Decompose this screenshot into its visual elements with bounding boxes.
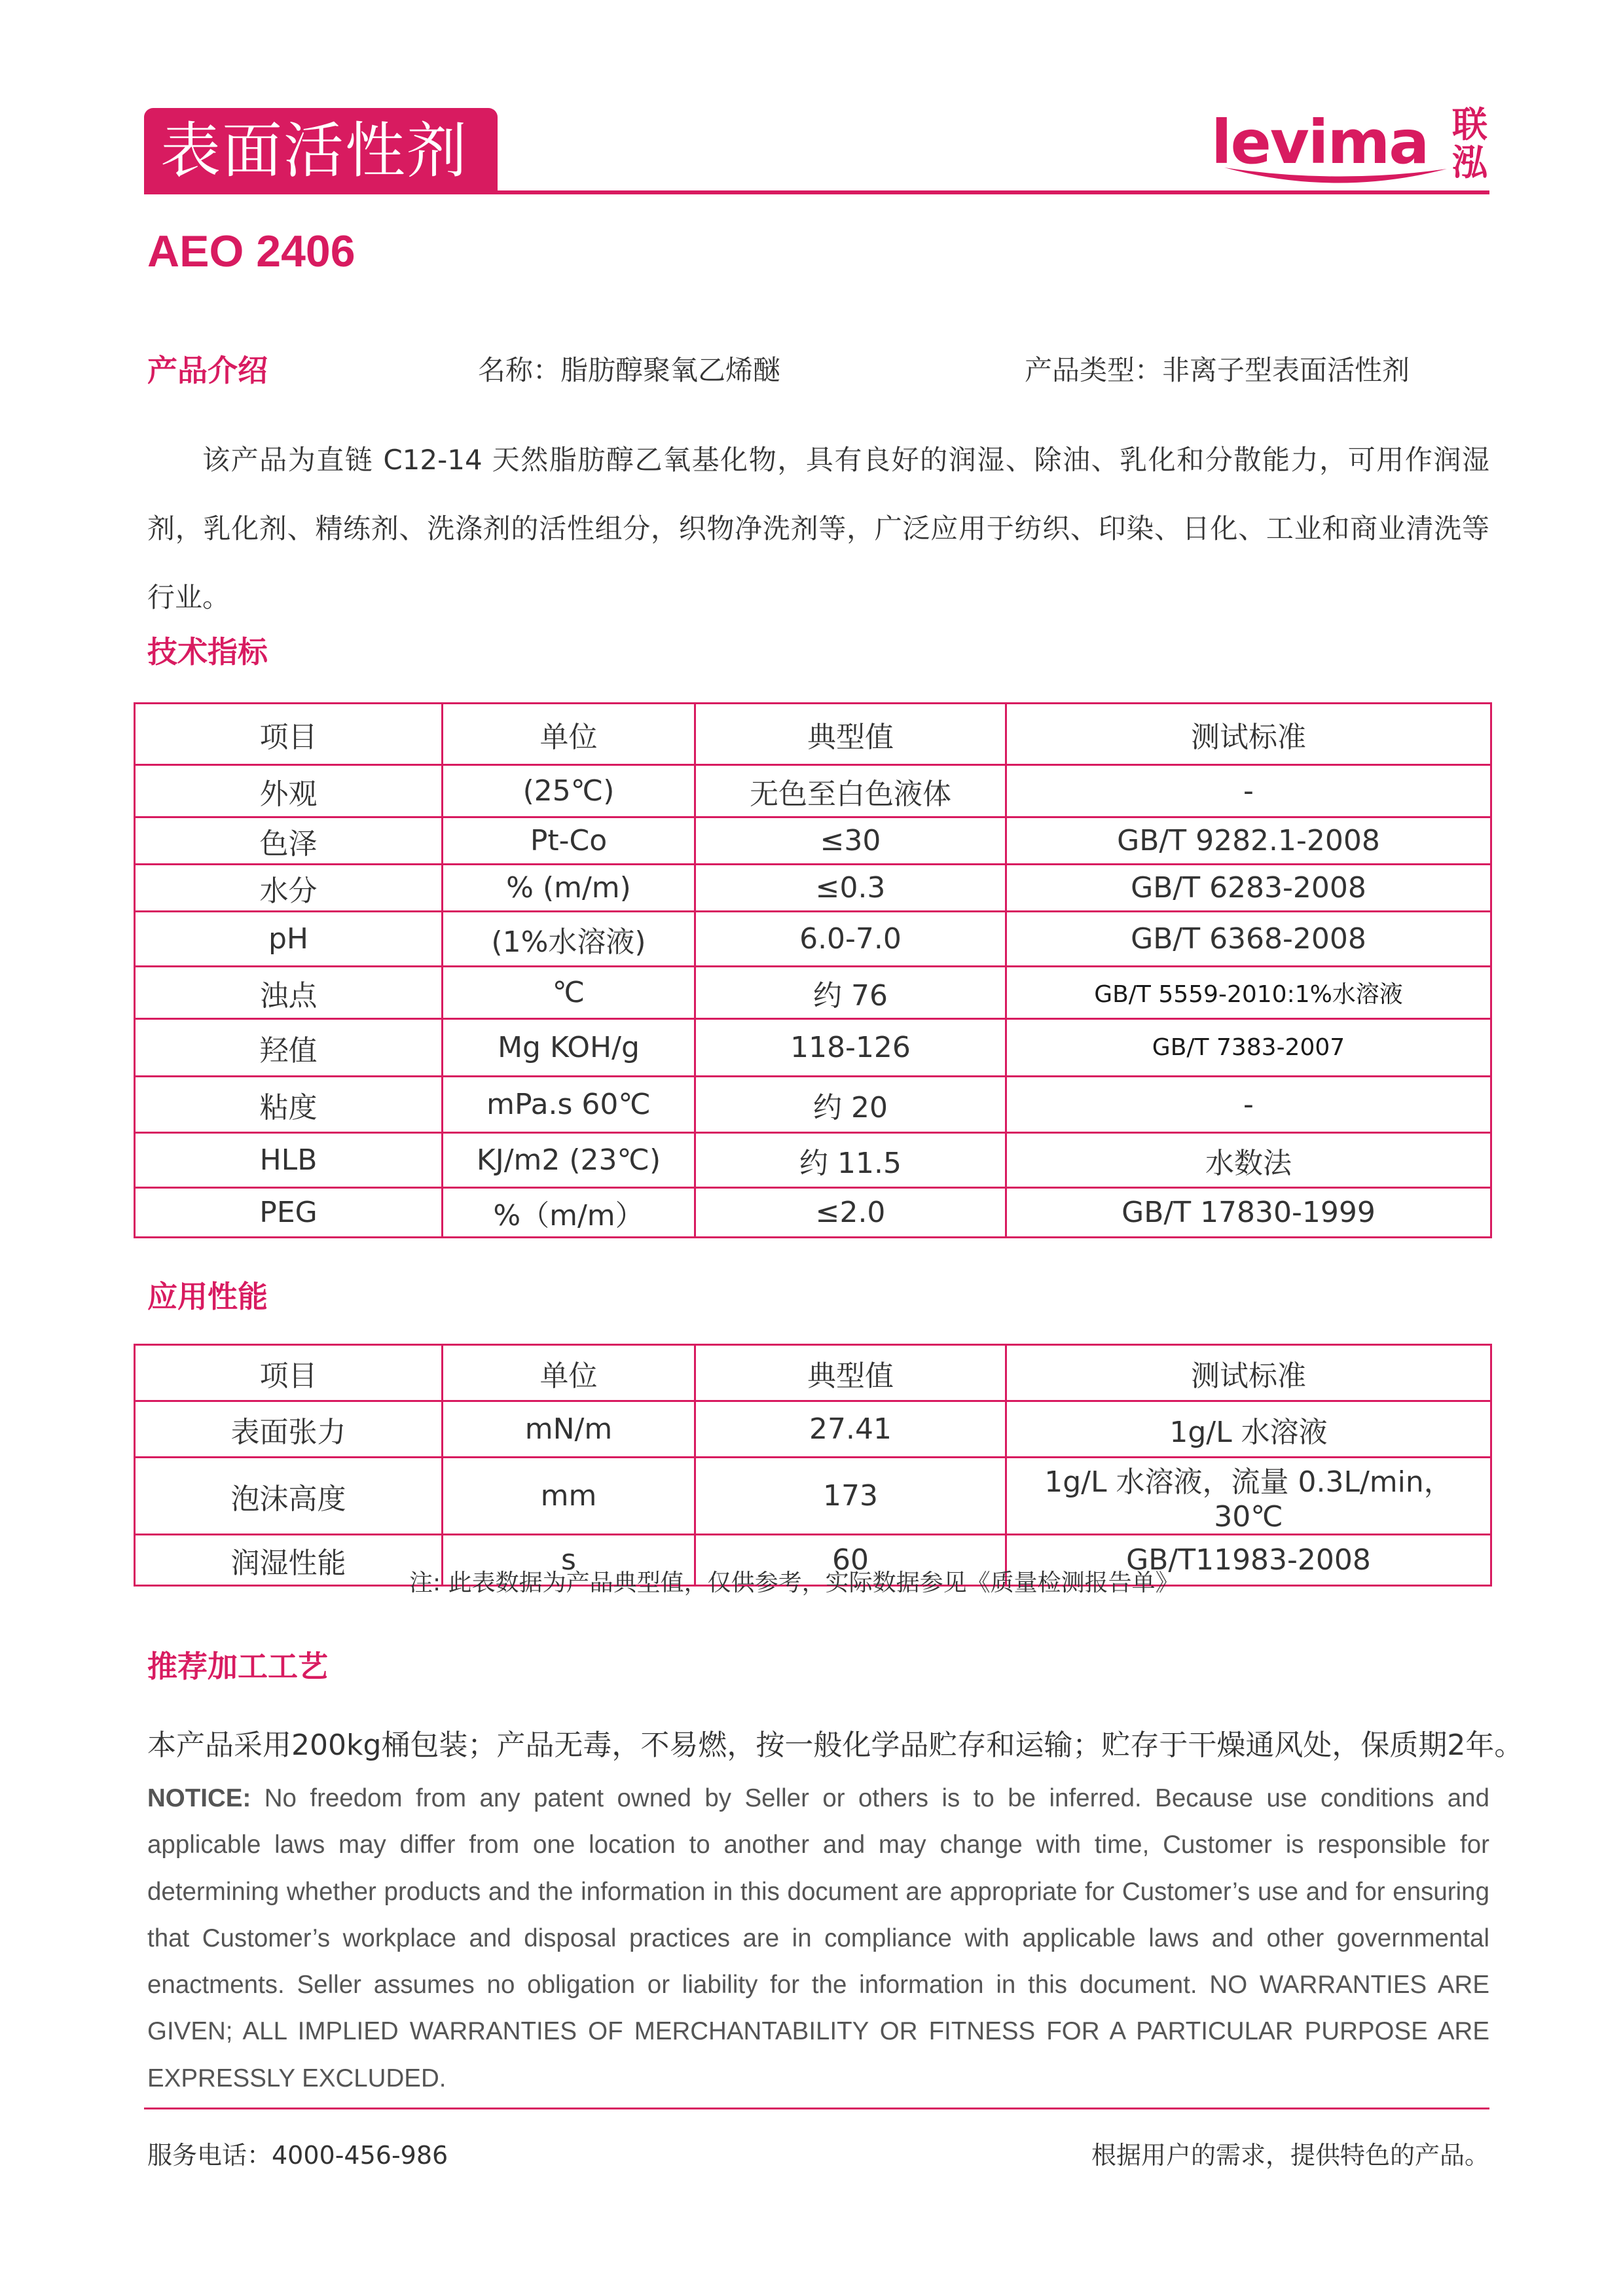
table-cell: %（m/m） [443, 1188, 695, 1238]
table-cell: PEG [135, 1188, 443, 1238]
table-row [135, 912, 1491, 967]
table-row [135, 817, 1491, 865]
table-cell: 118-126 [695, 1019, 1006, 1077]
intro-paragraph: 该产品为直链 C12-14 天然脂肪醇乙氧基化物，具有良好的润湿、除油、乳化和分散能力，可用作润湿剂，乳化剂、精练剂、洗涤剂的活性组分，织物净洗剂等，广泛应用于纺织、印染、日化、工业和商业清洗等行业。 [147, 444, 1489, 613]
table-cell: GB/T 7383-2007 [1006, 1019, 1491, 1077]
table-cell: 浊点 [135, 967, 443, 1019]
table-cell: mPa.s 60℃ [443, 1077, 695, 1133]
table-header-cell: 测试标准 [1006, 704, 1491, 765]
table-cell: (25℃) [443, 765, 695, 817]
table-cell: ℃ [443, 967, 695, 1019]
table-cell: 27.41 [695, 1401, 1006, 1458]
section-title-tech: 技术指标 [147, 634, 268, 670]
table-cell: - [1006, 1077, 1491, 1133]
section-title-intro: 产品介绍 [147, 353, 268, 388]
table-header-row [135, 1345, 1491, 1401]
table-header-row [135, 704, 1491, 765]
table-cell: (1%水溶液) [443, 912, 695, 967]
table-cell: pH [135, 912, 443, 967]
table-cell: 6.0-7.0 [695, 912, 1006, 967]
section-title-application: 应用性能 [147, 1279, 268, 1314]
table-header-cell: 项目 [135, 704, 443, 765]
table-cell: mm [443, 1458, 695, 1535]
table-cell: mN/m [443, 1401, 695, 1458]
service-phone: 服务电话：4000-456-986 [147, 2141, 448, 2170]
table-row [135, 1077, 1491, 1133]
table-cell: 羟值 [135, 1019, 443, 1077]
table-cell: 表面张力 [135, 1401, 443, 1458]
table-header-cell: 单位 [443, 704, 695, 765]
table-cell: 粘度 [135, 1077, 443, 1133]
footer-divider [144, 2108, 1489, 2109]
table-cell: ≤0.3 [695, 865, 1006, 912]
table-cell: 水分 [135, 865, 443, 912]
notice-label: NOTICE: [147, 1784, 251, 1812]
table-cell: 无色至白色液体 [695, 765, 1006, 817]
table-row [135, 865, 1491, 912]
table-row [135, 1133, 1491, 1188]
table-cell: 约 11.5 [695, 1133, 1006, 1188]
table-cell: KJ/m2 (23℃) [443, 1133, 695, 1188]
table-cell: - [1006, 765, 1491, 817]
category-title: 表面活性剂 [160, 116, 469, 186]
table-cell: 约 76 [695, 967, 1006, 1019]
company-logo [1211, 105, 1493, 190]
table-cell: 1g/L 水溶液，流量 0.3L/min，30℃ [1006, 1458, 1491, 1535]
table-cell: 水数法 [1006, 1133, 1491, 1188]
application-table [134, 1344, 1492, 1587]
footer-slogan: 根据用户的需求，提供特色的产品。 [1091, 2141, 1489, 2170]
table-cell: % (m/m) [443, 865, 695, 912]
table-cell: GB/T 9282.1-2008 [1006, 817, 1491, 865]
legal-notice [147, 1775, 1489, 2102]
table-row [135, 1458, 1491, 1535]
table-cell: 外观 [135, 765, 443, 817]
table-cell: 60 [695, 1535, 1006, 1586]
table-cell: GB/T 5559-2010:1%水溶液 [1006, 967, 1491, 1019]
table-header-cell: 项目 [135, 1345, 443, 1401]
product-name: 名称：脂肪醇聚氧乙烯醚 [478, 354, 781, 386]
logo-wordmark: levima [1211, 107, 1429, 177]
table-cell: GB/T11983-2008 [1006, 1535, 1491, 1586]
table-header-cell: 典型值 [695, 704, 1006, 765]
product-type: 产品类型：非离子型表面活性剂 [1025, 354, 1410, 386]
table-cell: GB/T 6283-2008 [1006, 865, 1491, 912]
product-code: AEO 2406 [147, 226, 356, 276]
table-header-cell: 单位 [443, 1345, 695, 1401]
table-cell: 1g/L 水溶液 [1006, 1401, 1491, 1458]
table-cell: 色泽 [135, 817, 443, 865]
storage-text: 本产品采用200kg桶包装；产品无毒，不易燃，按一般化学品贮存和运输；贮存于干燥通风处，保质期2年。 [147, 1729, 1523, 1762]
table-cell: 泡沫高度 [135, 1458, 443, 1535]
table-cell: Pt-Co [443, 817, 695, 865]
table-cell: s [443, 1535, 695, 1586]
table-cell: 润湿性能 [135, 1535, 443, 1586]
logo-chinese-name: 联泓 [1452, 104, 1487, 183]
table-row [135, 1401, 1491, 1458]
table-cell: HLB [135, 1133, 443, 1188]
table-row [135, 765, 1491, 817]
table-row [135, 1019, 1491, 1077]
table-cell: GB/T 17830-1999 [1006, 1188, 1491, 1238]
table-cell: ≤2.0 [695, 1188, 1006, 1238]
notice-text: No freedom from any patent owned by Seller or others is to be inferred. Because use conditions and applicable laws may differ from one location to another and may change with time, Customer is responsible for determining whether products and the information in this document are appropriate for Customer’s use and for ensuring that Customer’s workplace and disposal practices are in compliance with applicable laws and other governmental enactments. Seller assumes no obligation or liability for the information in this document. NO WARRANTIES ARE GIVEN; ALL IMPLIED WARRANTIES OF MERCHANTABILITY OR FITNESS FOR A PARTICULAR PURPOSE ARE EXPRESSLY EXCLUDED. [147, 1784, 1489, 2092]
table-note: 注: 此表数据为产品典型值，仅供参考，实际数据参见《质量检测报告单》 [409, 1570, 1179, 1596]
table-cell: ≤30 [695, 817, 1006, 865]
table-cell: GB/T 6368-2008 [1006, 912, 1491, 967]
logo-swoosh-icon [1224, 165, 1447, 191]
table-row [135, 967, 1491, 1019]
table-cell: 173 [695, 1458, 1006, 1535]
table-header-cell: 测试标准 [1006, 1345, 1491, 1401]
table-row [135, 1188, 1491, 1238]
tech-spec-table [134, 702, 1492, 1238]
section-title-process: 推荐加工工艺 [147, 1649, 328, 1684]
table-cell: Mg KOH/g [443, 1019, 695, 1077]
table-cell: 约 20 [695, 1077, 1006, 1133]
table-header-cell: 典型值 [695, 1345, 1006, 1401]
